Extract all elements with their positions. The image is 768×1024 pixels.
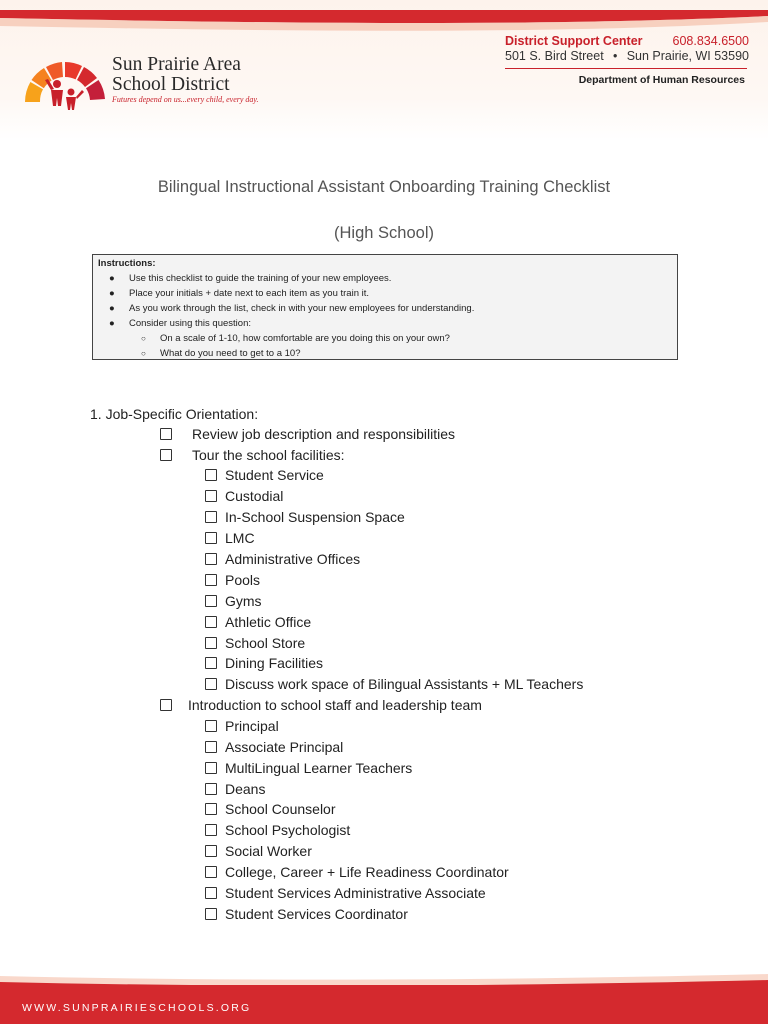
hollow-bullet-icon: ○ (141, 334, 146, 343)
instructions-box (92, 254, 678, 360)
checkbox[interactable] (205, 803, 217, 815)
instruction-item: ● Consider using this question: (109, 318, 251, 329)
hollow-bullet-icon: ○ (141, 349, 146, 358)
checkbox[interactable] (205, 824, 217, 836)
document-title: Bilingual Instructional Assistant Onboarding Training Checklist (157, 178, 611, 196)
district-name (112, 55, 241, 95)
instructions-sublist (98, 331, 672, 361)
checklist-subitem: Dining Facilities (205, 653, 323, 673)
checkbox[interactable] (205, 490, 217, 502)
checklist-subitem: MultiLingual Learner Teachers (205, 758, 412, 778)
checklist-subitem: Student Service (205, 465, 324, 485)
instruction-subitem: ○ On a scale of 1-10, how comfortable are you doing this on your own? (141, 333, 450, 344)
checklist-subitem: Gyms (205, 591, 262, 611)
checklist-subitem: Pools (205, 570, 260, 590)
contact-name: District Support Center (505, 34, 643, 48)
checklist-subitem: Social Worker (205, 841, 312, 861)
checkbox[interactable] (160, 699, 172, 711)
checklist-subitem: Athletic Office (205, 612, 311, 632)
checkbox[interactable] (205, 553, 217, 565)
checkbox[interactable] (205, 762, 217, 774)
checkbox[interactable] (205, 511, 217, 523)
checklist-subitem: Deans (205, 779, 265, 799)
instruction-item: ● Place your initials + date next to each item as you train it. (109, 288, 370, 299)
checkbox[interactable] (205, 532, 217, 544)
checkbox[interactable] (160, 449, 172, 461)
checkbox[interactable] (205, 574, 217, 586)
instruction-subitem: ○ What do you need to get to a 10? (141, 348, 301, 359)
contact-city: Sun Prairie, WI 53590 (626, 49, 749, 63)
checkbox[interactable] (205, 887, 217, 899)
checkbox[interactable] (205, 637, 217, 649)
checklist-subitem: School Counselor (205, 799, 336, 819)
checkbox[interactable] (205, 678, 217, 690)
district-name-line2: School District (112, 74, 230, 95)
checklist-subitem: Administrative Offices (205, 549, 360, 569)
checklist-subitem: Student Services Administrative Associate (205, 883, 486, 903)
section-heading: 1. Job-Specific Orientation: (90, 406, 259, 422)
department-name: Department of Human Resources (578, 74, 745, 86)
contact-phone: 608.834.6500 (672, 34, 749, 48)
checkbox[interactable] (205, 469, 217, 481)
bullet-icon: ● (109, 318, 115, 329)
checklist-subitem: LMC (205, 528, 255, 548)
checklist-subitem: College, Career + Life Readiness Coordinator (205, 862, 509, 882)
checkbox[interactable] (160, 428, 172, 440)
footer-website[interactable]: WWW.SUNPRAIRIESCHOOLS.ORG (22, 1002, 252, 1014)
checklist-subitem: School Psychologist (205, 820, 350, 840)
contact-block (505, 34, 749, 86)
checklist-subitem: Principal (205, 716, 279, 736)
district-name-line1: Sun Prairie Area (112, 54, 241, 75)
contact-street: 501 S. Bird Street (505, 49, 604, 63)
instruction-item: ● Use this checklist to guide the training of your new employees. (109, 273, 392, 284)
checklist-subitem: In-School Suspension Space (205, 507, 405, 527)
bullet-icon: ● (109, 288, 115, 299)
checklist-item-tour: Tour the school facilities: (160, 445, 345, 465)
checklist-item-intro: Introduction to school staff and leadership team (160, 695, 482, 715)
checkbox[interactable] (205, 783, 217, 795)
checkbox[interactable] (205, 616, 217, 628)
checkbox[interactable] (205, 866, 217, 878)
checkbox[interactable] (205, 908, 217, 920)
checklist-subitem: School Store (205, 633, 305, 653)
checklist-subitem: Associate Principal (205, 737, 343, 757)
instructions-list (98, 271, 672, 331)
checklist-item-review: Review job description and responsibilities (160, 424, 455, 444)
instructions-title: Instructions: (98, 258, 156, 269)
checkbox[interactable] (205, 595, 217, 607)
contact-separator: • (612, 49, 618, 63)
bullet-icon: ● (109, 273, 115, 284)
contact-divider (505, 68, 747, 69)
checklist-subitem: Student Services Coordinator (205, 904, 408, 924)
checklist-subitem: Discuss work space of Bilingual Assistants + ML Teachers (205, 674, 583, 694)
document-subtitle: (High School) (334, 224, 434, 242)
bullet-icon: ● (109, 303, 115, 314)
instruction-item: ● As you work through the list, check in with your new employees for understanding. (109, 303, 475, 314)
checkbox[interactable] (205, 720, 217, 732)
checkbox[interactable] (205, 845, 217, 857)
district-logo (22, 42, 108, 118)
checkbox[interactable] (205, 741, 217, 753)
district-tagline: Futures depend on us...every child, every day. (112, 95, 259, 104)
checklist-subitem: Custodial (205, 486, 283, 506)
checkbox[interactable] (205, 657, 217, 669)
